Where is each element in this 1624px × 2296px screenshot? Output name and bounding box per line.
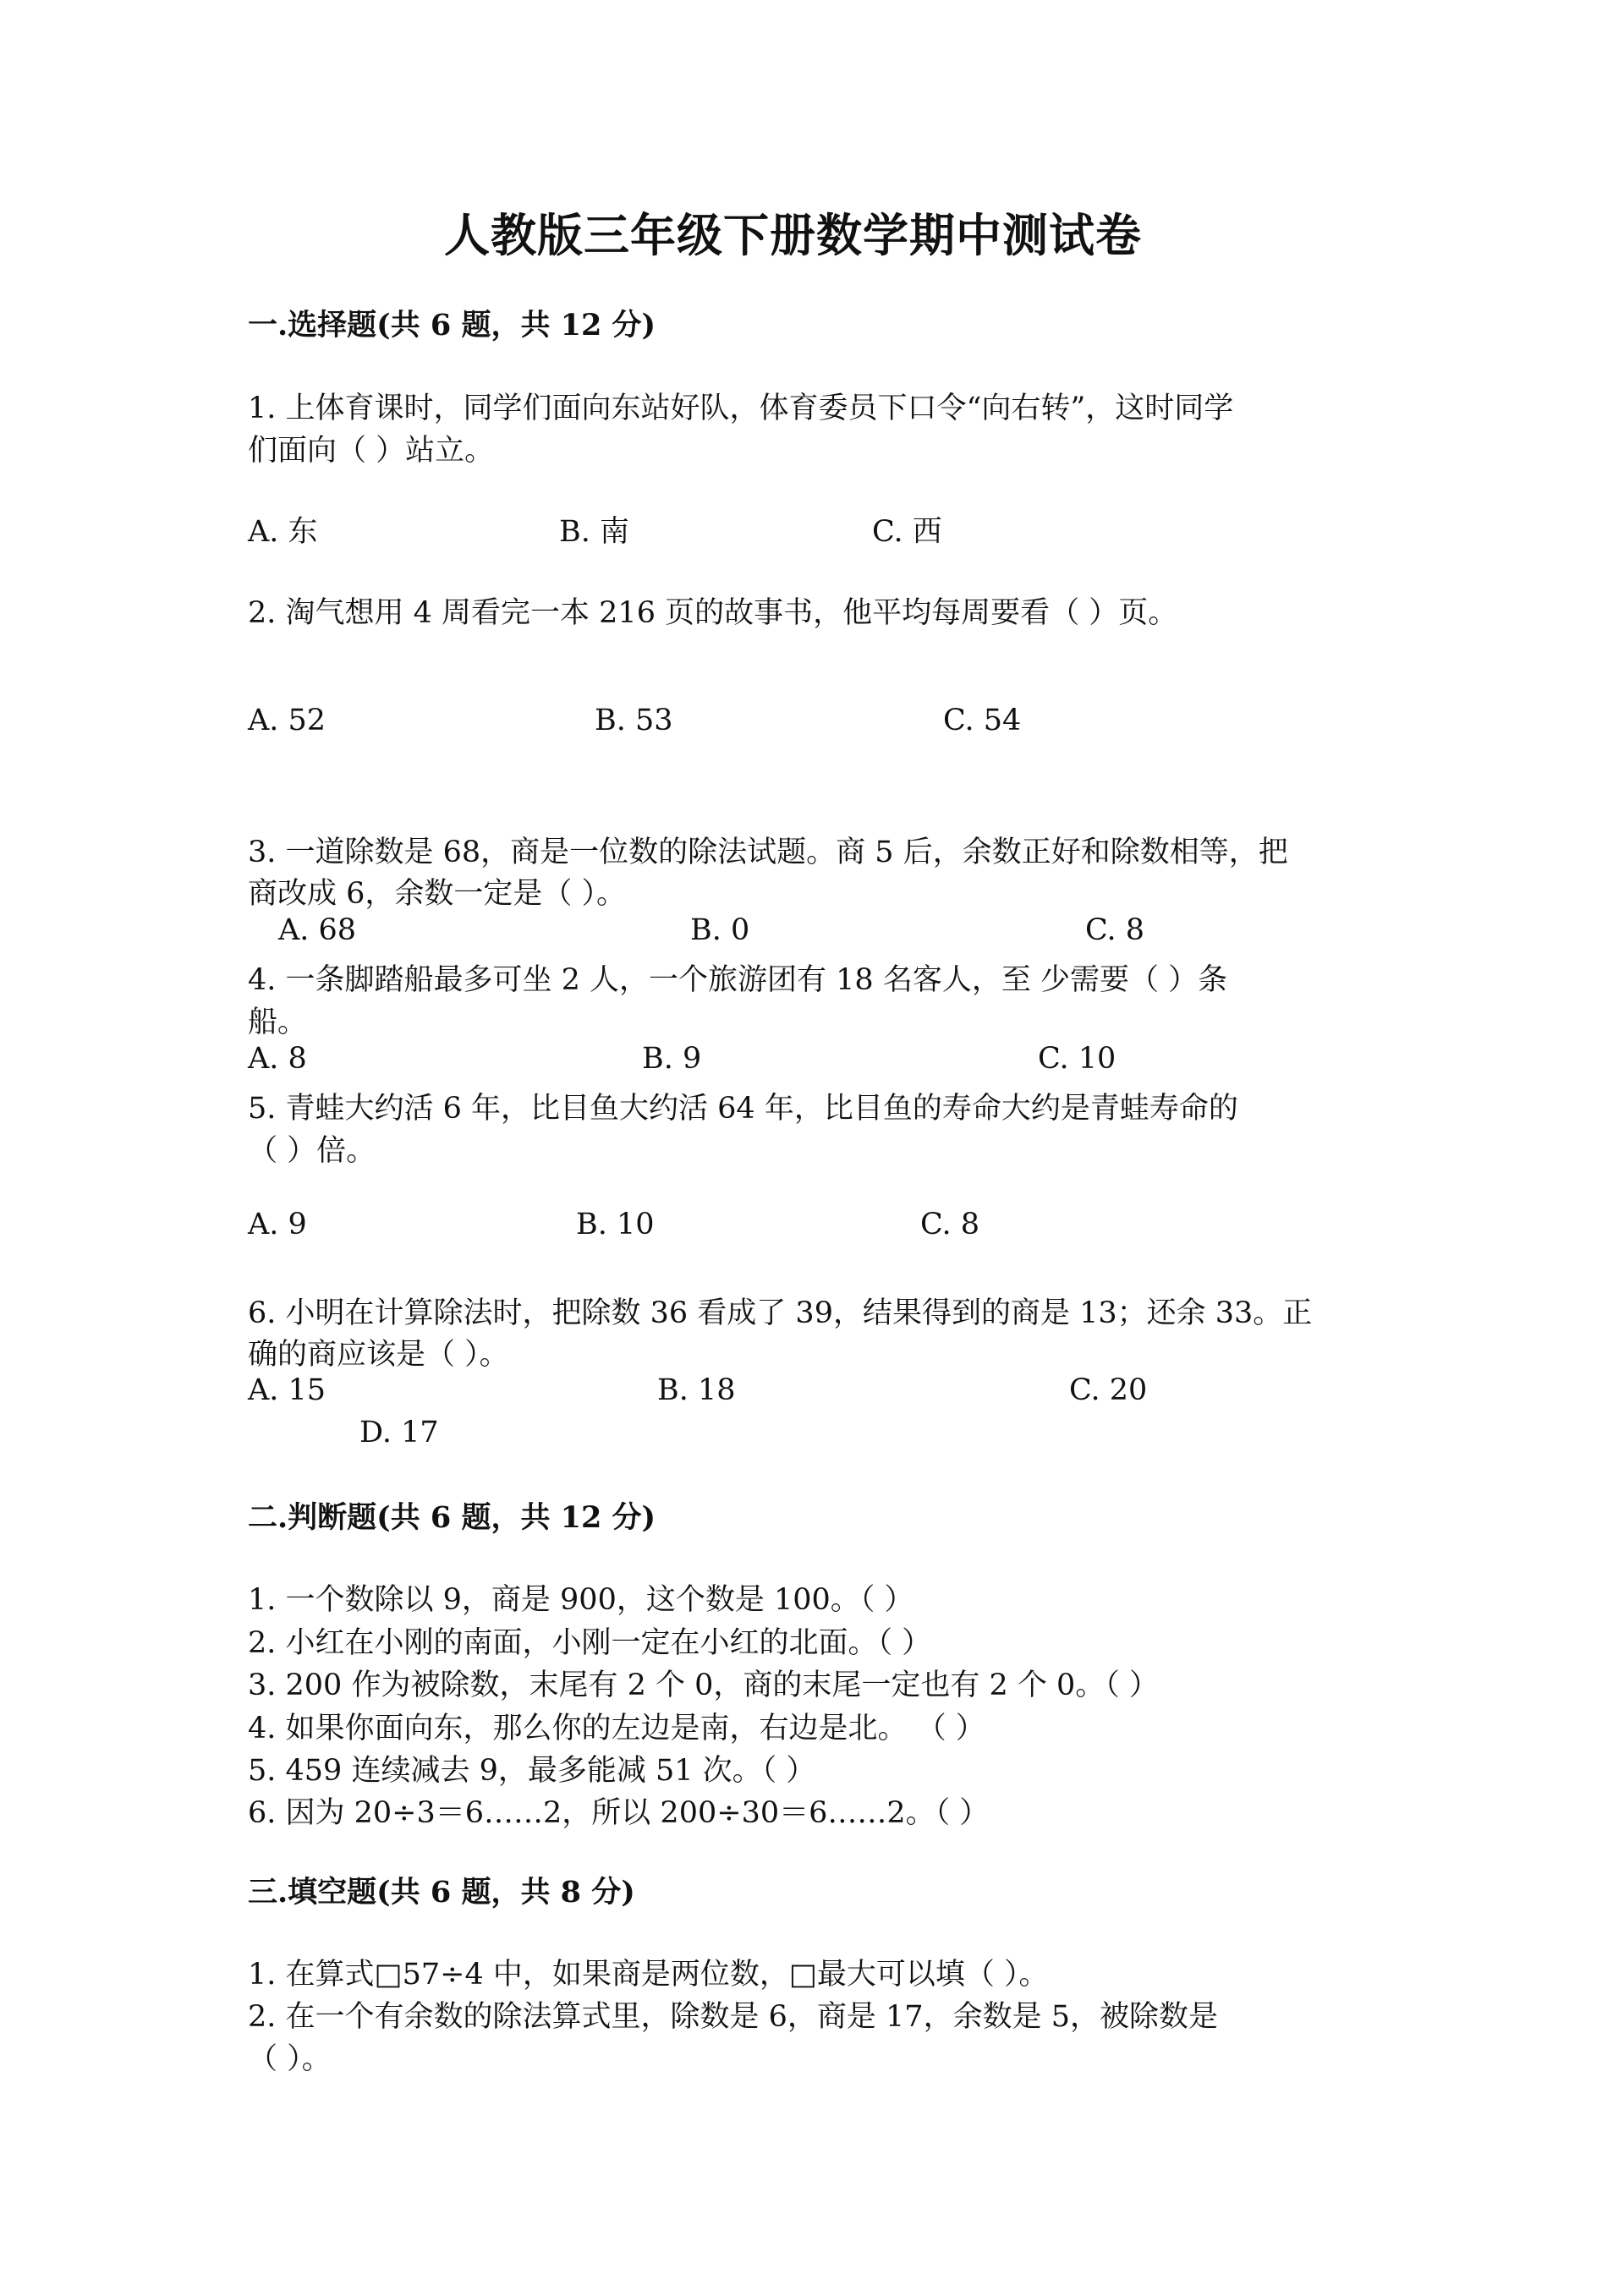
question-text: 船。 [248,1006,308,1039]
section-heading-judgement: 二.判断题(共 6 题，共 12 分) [248,1500,656,1535]
question-text: 1. 上体育课时，同学们面向东站好队，体育委员下口令“向右转”，这时同学 [248,392,1234,425]
option-b: B. 53 [595,704,673,737]
question-text: 3. 一道除数是 68，商是一位数的除法试题。商 5 后，余数正好和除数相等，把 [248,836,1288,869]
section-heading-choice: 一.选择题(共 6 题，共 12 分) [248,308,656,342]
question-text: 确的商应该是（ ）。 [248,1338,509,1372]
option-b: B. 南 [559,515,629,549]
option-c: C. 西 [872,515,942,549]
option-c: C. 10 [1038,1042,1116,1076]
option-b: B. 10 [576,1208,655,1241]
option-d: D. 17 [359,1416,439,1449]
fill-blank-item: （ ）。 [248,2042,332,2076]
option-a: A. 68 [278,913,357,947]
fill-blank-item: 1. 在算式□57÷4 中，如果商是两位数，□最大可以填（ ）。 [248,1958,1049,1992]
option-a: A. 8 [248,1042,307,1076]
judgement-item: 4. 如果你面向东，那么你的左边是南，右边是北。 （ ） [248,1712,985,1745]
judgement-item: 2. 小红在小刚的南面，小刚一定在小红的北面。（ ） [248,1626,932,1660]
question-text: （ ）倍。 [248,1134,376,1168]
judgement-item: 1. 一个数除以 9，商是 900，这个数是 100。（ ） [248,1583,914,1617]
option-b: B. 18 [657,1373,736,1407]
option-b: B. 9 [642,1042,702,1076]
option-a: A. 东 [248,515,318,549]
option-c: C. 8 [920,1208,980,1241]
page-title: 人教版三年级下册数学期中测试卷 [444,208,1142,262]
judgement-item: 3. 200 作为被除数，末尾有 2 个 0，商的末尾一定也有 2 个 0。（ ） [248,1669,1159,1702]
question-text: 6. 小明在计算除法时，把除数 36 看成了 39，结果得到的商是 13；还余 33。正 [248,1296,1313,1330]
option-c: C. 20 [1069,1373,1148,1407]
judgement-item: 6. 因为 20÷3＝6……2，所以 200÷30＝6……2。（ ） [248,1796,990,1830]
section-heading-fill-blank: 三.填空题(共 6 题，共 8 分) [248,1875,635,1910]
question-text: 5. 青蛙大约活 6 年，比目鱼大约活 64 年，比目鱼的寿命大约是青蛙寿命的 [248,1092,1238,1126]
question-text: 4. 一条脚踏船最多可坐 2 人，一个旅游团有 18 名客人，至 少需要（ ）条 [248,963,1228,997]
question-text: 2. 淘气想用 4 周看完一本 216 页的故事书，他平均每周要看（ ）页。 [248,596,1178,630]
judgement-item: 5. 459 连续减去 9，最多能减 51 次。（ ） [248,1754,816,1788]
question-text: 商改成 6，余数一定是（ ）。 [248,877,627,911]
question-text: 们面向（ ）站立。 [248,434,495,468]
option-a: A. 15 [248,1373,326,1407]
option-a: A. 52 [248,704,326,737]
option-b: B. 0 [690,913,750,947]
fill-blank-item: 2. 在一个有余数的除法算式里，除数是 6，商是 17，余数是 5，被除数是 [248,2000,1218,2034]
option-a: A. 9 [248,1208,307,1241]
option-c: C. 8 [1085,913,1145,947]
option-c: C. 54 [943,704,1022,737]
